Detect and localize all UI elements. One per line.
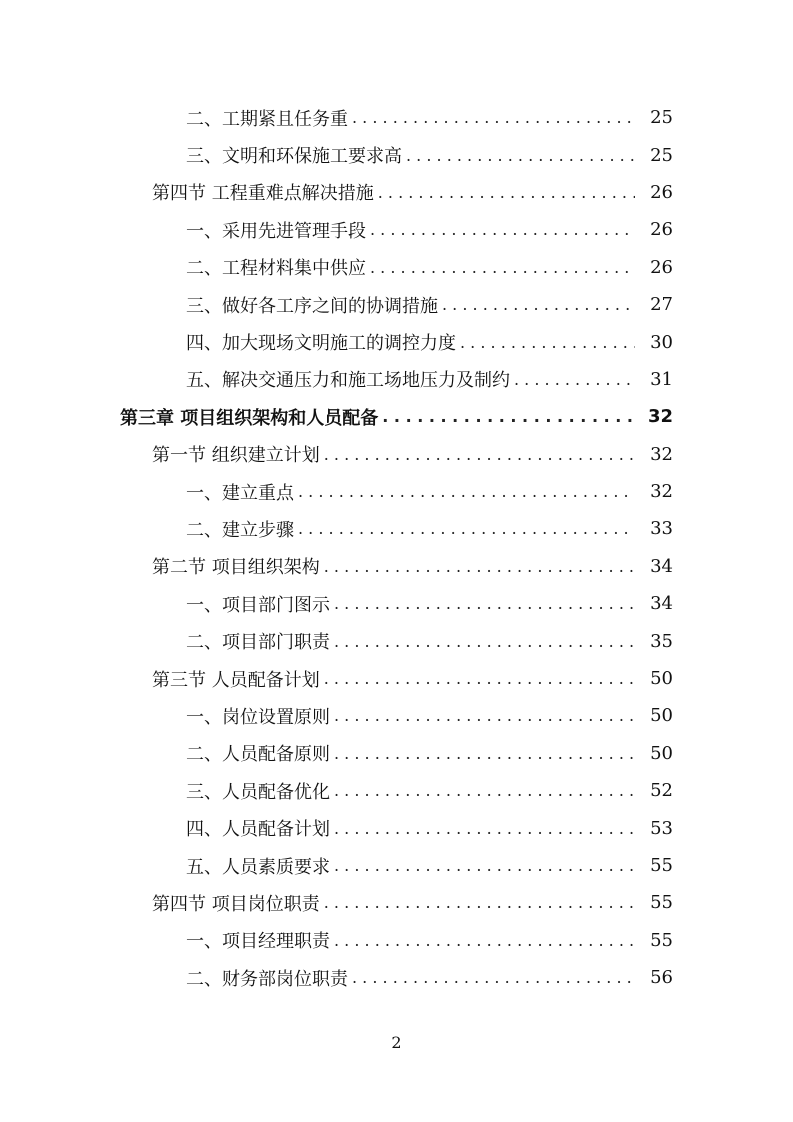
toc-entry-item[interactable] bbox=[0, 286, 793, 323]
toc-entry-title: 一、采用先进管理手段 bbox=[186, 217, 368, 243]
toc-entry-item[interactable] bbox=[0, 510, 793, 547]
toc-entry-row bbox=[186, 927, 643, 953]
dot-leader bbox=[334, 819, 643, 838]
dot-leader bbox=[352, 108, 643, 127]
toc-entry-page-number: 50 bbox=[635, 743, 673, 764]
toc-entry-row bbox=[186, 142, 643, 168]
toc-entry-row bbox=[186, 479, 643, 505]
dot-leader bbox=[334, 781, 643, 800]
toc-entry-item[interactable] bbox=[0, 809, 793, 846]
toc-entry-title: 二、人员配备原则 bbox=[186, 740, 332, 766]
toc-entry-item[interactable] bbox=[0, 772, 793, 809]
dot-leader bbox=[378, 183, 643, 202]
toc-entry-item[interactable] bbox=[0, 585, 793, 622]
toc-entry-page-number: 26 bbox=[635, 219, 673, 240]
dot-leader bbox=[514, 370, 643, 389]
toc-entry-page-number: 55 bbox=[635, 855, 673, 876]
toc-entry-title: 二、工程材料集中供应 bbox=[186, 254, 368, 280]
toc-entry-row bbox=[186, 217, 643, 243]
toc-entry-page-number: 34 bbox=[635, 593, 673, 614]
dot-leader bbox=[324, 669, 643, 688]
dot-leader bbox=[460, 333, 643, 352]
dot-leader bbox=[334, 632, 643, 651]
toc-entry-page-number: 56 bbox=[635, 967, 673, 988]
dot-leader bbox=[352, 968, 643, 987]
toc-entry-item[interactable] bbox=[0, 249, 793, 286]
toc-entry-page-number: 27 bbox=[635, 294, 673, 315]
toc-entry-item[interactable] bbox=[0, 136, 793, 173]
toc-entry-row bbox=[186, 254, 643, 280]
toc-entry-title: 一、项目部门图示 bbox=[186, 591, 332, 617]
toc-entry-title: 第一节 组织建立计划 bbox=[152, 441, 322, 467]
toc-entry-section[interactable] bbox=[0, 174, 793, 211]
toc-entry-title: 四、人员配备计划 bbox=[186, 815, 332, 841]
toc-entry-page-number: 32 bbox=[635, 481, 673, 502]
toc-entry-title: 五、人员素质要求 bbox=[186, 853, 332, 879]
toc-entry-item[interactable] bbox=[0, 99, 793, 136]
dot-leader bbox=[370, 258, 643, 277]
toc-entry-row bbox=[152, 666, 643, 692]
toc-entry-row bbox=[186, 778, 643, 804]
toc-entry-item[interactable] bbox=[0, 622, 793, 659]
dot-leader bbox=[334, 706, 643, 725]
toc-entry-page-number: 53 bbox=[635, 818, 673, 839]
toc-entry-title: 二、工期紧且任务重 bbox=[186, 105, 350, 131]
toc-entry-page-number: 35 bbox=[635, 631, 673, 652]
toc-entry-row bbox=[120, 404, 643, 430]
dot-leader bbox=[334, 856, 643, 875]
toc-entry-page-number: 32 bbox=[635, 406, 673, 427]
toc-entry-item[interactable] bbox=[0, 735, 793, 772]
dot-leader bbox=[406, 146, 643, 165]
toc-entry-title: 第四节 项目岗位职责 bbox=[152, 890, 322, 916]
toc-entry-page-number: 50 bbox=[635, 668, 673, 689]
toc-entry-page-number: 34 bbox=[635, 556, 673, 577]
toc-entry-title: 二、项目部门职责 bbox=[186, 628, 332, 654]
toc-entry-title: 三、人员配备优化 bbox=[186, 778, 332, 804]
toc-entry-row bbox=[186, 366, 643, 392]
dot-leader bbox=[334, 931, 643, 950]
toc-entry-title: 一、岗位设置原则 bbox=[186, 703, 332, 729]
toc-entry-title: 第三节 人员配备计划 bbox=[152, 666, 322, 692]
dot-leader bbox=[442, 295, 643, 314]
toc-entry-page-number: 32 bbox=[635, 444, 673, 465]
dot-leader bbox=[334, 744, 643, 763]
toc-entry-row bbox=[186, 292, 643, 318]
toc-entry-title: 第三章 项目组织架构和人员配备 bbox=[120, 404, 380, 430]
toc-entry-page-number: 33 bbox=[635, 518, 673, 539]
toc-entry-section[interactable] bbox=[0, 884, 793, 921]
dot-leader bbox=[382, 407, 643, 426]
toc-entry-title: 三、文明和环保施工要求高 bbox=[186, 142, 404, 168]
toc-entry-item[interactable] bbox=[0, 697, 793, 734]
toc-entry-page-number: 52 bbox=[635, 780, 673, 801]
toc-entry-item[interactable] bbox=[0, 847, 793, 884]
toc-entry-page-number: 55 bbox=[635, 930, 673, 951]
dot-leader bbox=[324, 445, 643, 464]
toc-entry-page-number: 25 bbox=[635, 145, 673, 166]
table-of-contents bbox=[0, 99, 793, 996]
toc-entry-item[interactable] bbox=[0, 211, 793, 248]
toc-entry-chapter[interactable] bbox=[0, 398, 793, 435]
toc-entry-title: 一、项目经理职责 bbox=[186, 927, 332, 953]
toc-entry-item[interactable] bbox=[0, 922, 793, 959]
toc-entry-title: 四、加大现场文明施工的调控力度 bbox=[186, 329, 458, 355]
dot-leader bbox=[298, 519, 643, 538]
page-number: 2 bbox=[391, 1033, 402, 1052]
toc-entry-item[interactable] bbox=[0, 323, 793, 360]
toc-entry-section[interactable] bbox=[0, 660, 793, 697]
toc-entry-title: 一、建立重点 bbox=[186, 479, 296, 505]
dot-leader bbox=[324, 893, 643, 912]
toc-entry-row bbox=[186, 740, 643, 766]
dot-leader bbox=[298, 482, 643, 501]
toc-entry-row bbox=[186, 628, 643, 654]
dot-leader bbox=[324, 557, 643, 576]
toc-entry-row bbox=[186, 853, 643, 879]
toc-entry-row bbox=[186, 815, 643, 841]
toc-entry-page-number: 31 bbox=[635, 369, 673, 390]
toc-entry-row bbox=[186, 329, 643, 355]
toc-entry-row bbox=[152, 890, 643, 916]
toc-entry-page-number: 26 bbox=[635, 182, 673, 203]
toc-entry-row bbox=[152, 179, 643, 205]
toc-entry-row bbox=[186, 703, 643, 729]
toc-entry-row bbox=[152, 441, 643, 467]
toc-entry-row bbox=[152, 553, 643, 579]
toc-entry-title: 二、财务部岗位职责 bbox=[186, 965, 350, 991]
toc-entry-row bbox=[186, 516, 643, 542]
toc-entry-section[interactable] bbox=[0, 548, 793, 585]
toc-entry-title: 第四节 工程重难点解决措施 bbox=[152, 179, 376, 205]
toc-entry-section[interactable] bbox=[0, 436, 793, 473]
toc-entry-item[interactable] bbox=[0, 361, 793, 398]
dot-leader bbox=[370, 220, 643, 239]
toc-entry-title: 三、做好各工序之间的协调措施 bbox=[186, 292, 440, 318]
dot-leader bbox=[334, 594, 643, 613]
toc-entry-page-number: 25 bbox=[635, 107, 673, 128]
toc-entry-row bbox=[186, 591, 643, 617]
toc-entry-row bbox=[186, 105, 643, 131]
toc-entry-title: 二、建立步骤 bbox=[186, 516, 296, 542]
toc-entry-title: 第二节 项目组织架构 bbox=[152, 553, 322, 579]
toc-entry-title: 五、解决交通压力和施工场地压力及制约 bbox=[186, 366, 512, 392]
toc-entry-item[interactable] bbox=[0, 473, 793, 510]
toc-entry-page-number: 55 bbox=[635, 892, 673, 913]
toc-entry-page-number: 50 bbox=[635, 705, 673, 726]
toc-entry-row bbox=[186, 965, 643, 991]
toc-entry-page-number: 30 bbox=[635, 332, 673, 353]
toc-entry-page-number: 26 bbox=[635, 257, 673, 278]
toc-entry-item[interactable] bbox=[0, 959, 793, 996]
